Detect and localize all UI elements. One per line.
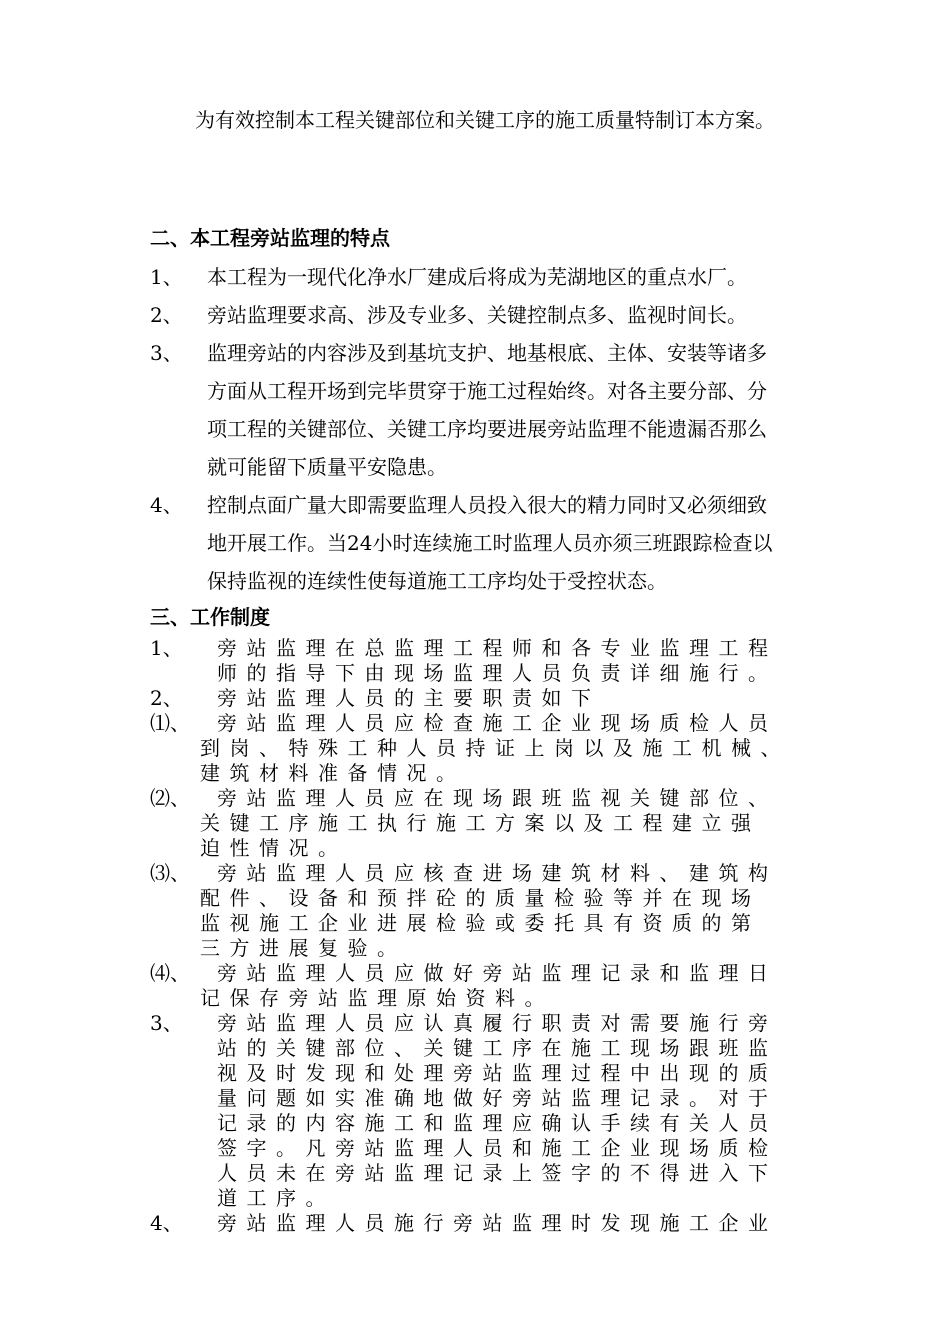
s3-item-3-line-7: 人员未在旁站监理记录上签字的不得进入下 bbox=[217, 1161, 778, 1185]
section-3-title: 三、工作制度 bbox=[150, 605, 270, 629]
s3-item-3-line-4: 量问题如实准确地做好旁站监理记录。对于 bbox=[217, 1086, 778, 1110]
s3-item-4-line-1: 旁站监理人员施行旁站监理时发现施工企业 bbox=[217, 1211, 778, 1235]
s2-item-2-number: 2、 bbox=[150, 303, 183, 327]
s3-item-1-line-1: 旁站监理在总监理工程师和各专业监理工程 bbox=[217, 636, 778, 660]
s3-item-3-line-3: 视及时发现和处理旁站监理过程中出现的质 bbox=[217, 1061, 778, 1085]
s3-item-1-line-2: 师的指导下由现场监理人员负责详细施行。 bbox=[217, 661, 778, 685]
s3-item-3-line-8: 道工序。 bbox=[217, 1186, 335, 1210]
s3-sub-3-line-1: 旁站监理人员应核查进场建筑材料、建筑构 bbox=[217, 861, 778, 885]
s3-item-1-number: 1、 bbox=[150, 636, 183, 660]
s3-sub-1-line-3: 建筑材料准备情况。 bbox=[200, 761, 466, 785]
s3-sub-3-number: ⑶、 bbox=[150, 861, 190, 885]
s3-sub-1-line-1: 旁站监理人员应检查施工企业现场质检人员 bbox=[217, 711, 778, 735]
section-2-title: 二、本工程旁站监理的特点 bbox=[150, 226, 390, 250]
s3-item-3-line-5: 记录的内容施工和监理应确认手续有关人员 bbox=[217, 1111, 778, 1135]
s2-item-2-text: 旁站监理要求高、涉及专业多、关键控制点多、监视时间长。 bbox=[207, 303, 747, 327]
s3-item-3-number: 3、 bbox=[150, 1011, 183, 1035]
s3-item-2-number: 2、 bbox=[150, 686, 183, 710]
intro-paragraph: 为有效控制本工程关键部位和关键工序的施工质量特制订本方案。 bbox=[195, 108, 775, 132]
s3-sub-1-number: ⑴、 bbox=[150, 711, 190, 735]
s3-item-3-line-1: 旁站监理人员应认真履行职责对需要施行旁 bbox=[217, 1011, 778, 1035]
s3-sub-2-line-1: 旁站监理人员应在现场跟班监视关键部位、 bbox=[217, 786, 778, 810]
s2-item-4-line-3: 保持监视的连续性使每道施工工序均处于受控状态。 bbox=[207, 569, 667, 593]
s3-sub-1-line-2: 到岗、特殊工种人员持证上岗以及施工机械、 bbox=[200, 736, 790, 760]
s3-sub-2-line-2: 关键工序施工执行施工方案以及工程建立强 bbox=[200, 811, 761, 835]
s3-sub-2-line-3: 迫性情况。 bbox=[200, 836, 348, 860]
s3-item-3-line-2: 站的关键部位、关键工序在施工现场跟班监 bbox=[217, 1036, 778, 1060]
s3-sub-3-line-4: 三方进展复验。 bbox=[200, 936, 407, 960]
s2-item-4-line-2: 地开展工作。当24小时连续施工时监理人员亦须三班跟踪检查以 bbox=[207, 531, 773, 555]
s2-item-4-line-1: 控制点面广量大即需要监理人员投入很大的精力同时又必须细致 bbox=[207, 493, 767, 517]
s3-sub-2-number: ⑵、 bbox=[150, 786, 190, 810]
s3-item-4-number: 4、 bbox=[150, 1211, 183, 1235]
s2-item-1-number: 1、 bbox=[150, 265, 183, 289]
s3-sub-3-line-2: 配件、设备和预拌砼的质量检验等并在现场 bbox=[200, 886, 761, 910]
s3-sub-4-line-1: 旁站监理人员应做好旁站监理记录和监理日 bbox=[217, 961, 778, 985]
s2-item-3-line-2: 方面从工程开场到完毕贯穿于施工过程始终。对各主要分部、分 bbox=[207, 379, 767, 403]
s3-item-2-line-1: 旁站监理人员的主要职责如下 bbox=[217, 686, 601, 710]
s3-sub-4-number: ⑷、 bbox=[150, 961, 190, 985]
s2-item-3-number: 3、 bbox=[150, 341, 183, 365]
s2-item-1-text: 本工程为一现代化净水厂建成后将成为芜湖地区的重点水厂。 bbox=[207, 265, 747, 289]
s2-item-4-number: 4、 bbox=[150, 493, 183, 517]
s2-item-3-line-1: 监理旁站的内容涉及到基坑支护、地基根底、主体、安装等诸多 bbox=[207, 341, 767, 365]
s3-sub-4-line-2: 记保存旁站监理原始资料。 bbox=[200, 986, 554, 1010]
s2-item-3-line-4: 就可能留下质量平安隐患。 bbox=[207, 455, 447, 479]
s3-sub-3-line-3: 监视施工企业进展检验或委托具有资质的第 bbox=[200, 911, 761, 935]
s2-item-3-line-3: 项工程的关键部位、关键工序均要进展旁站监理不能遗漏否那么 bbox=[207, 417, 767, 441]
s3-item-3-line-6: 签字。凡旁站监理人员和施工企业现场质检 bbox=[217, 1136, 778, 1160]
